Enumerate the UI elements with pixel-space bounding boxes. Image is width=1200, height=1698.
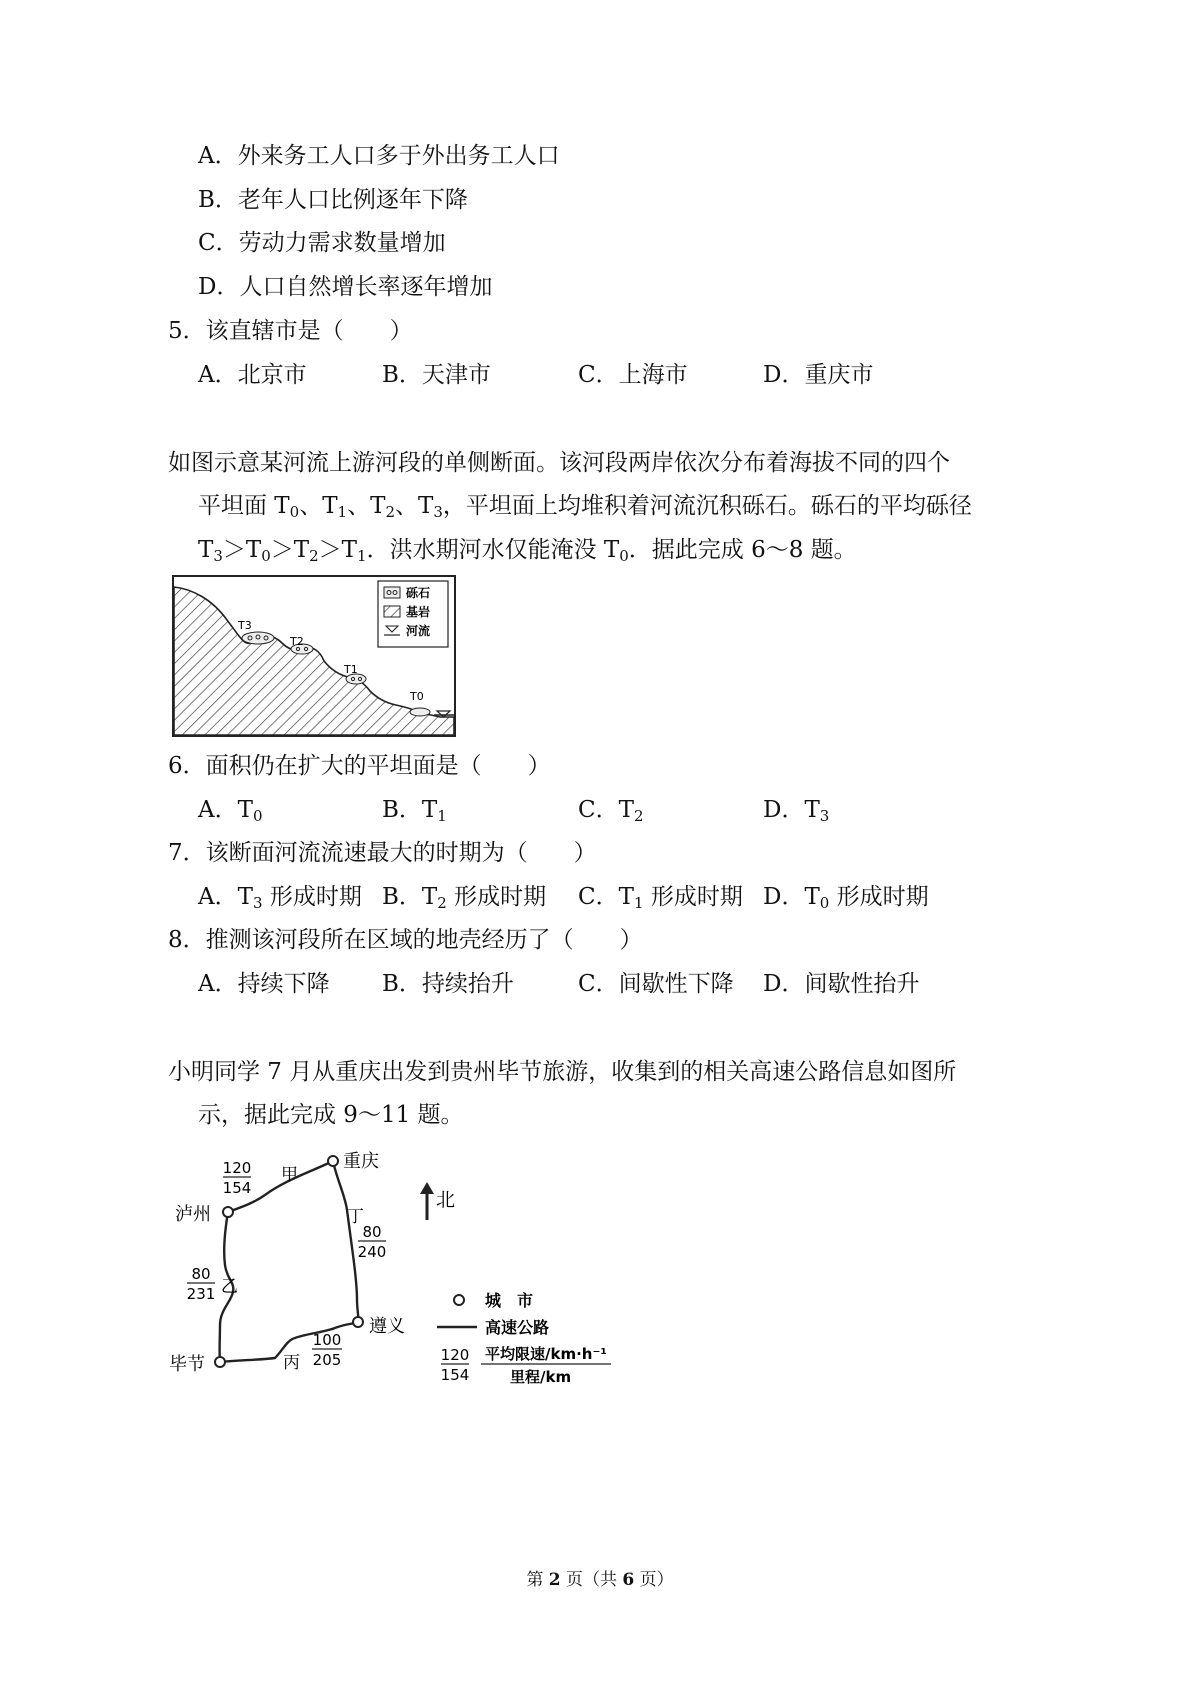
city-bijie-label: 毕节: [169, 1354, 205, 1375]
road-jia-name: 甲: [281, 1165, 298, 1185]
label-t1: T1: [344, 663, 358, 676]
road-bing-km: 205: [312, 1351, 342, 1369]
legend-city-label: 城 市: [485, 1291, 534, 1310]
q7-stem: 7．该断面河流流速最大的时期为（ ）: [168, 840, 597, 866]
q4-option-d: D．人口自然增长率逐年增加: [198, 274, 493, 300]
north-arrow-icon: [420, 1182, 434, 1220]
label-t0: T0: [410, 690, 424, 703]
road-jia-km: 154: [222, 1179, 252, 1197]
city-luzhou-label: 泸州: [175, 1204, 211, 1225]
road-ding-km: 240: [357, 1243, 387, 1261]
road-jia-speed: 120: [222, 1159, 252, 1177]
passage3-line1: 小明同学 7 月从重庆出发到贵州毕节旅游，收集到的相关高速公路信息如图所: [168, 1059, 957, 1085]
q6-stem: 6．面积仍在扩大的平坦面是（ ）: [168, 753, 551, 779]
legend-highway-label: 高速公路: [485, 1318, 550, 1337]
q8-stem: 8．推测该河段所在区域的地壳经历了（ ）: [168, 927, 643, 953]
road-ding-name: 丁: [347, 1207, 364, 1227]
road-bing-name: 丙: [283, 1353, 300, 1373]
passage2-line3: $T_3>T_0>T_2>T_1$．洪水期河水仅能淹没 $T_0$．据此完成 6～8 题。: [198, 537, 857, 565]
q7-option-c: C．$T_1$ 形成时期: [578, 884, 743, 912]
q6-option-b: B．$T_1$: [382, 797, 447, 825]
gravel-t3: [242, 632, 274, 644]
q7-option-d: D．$T_0$ 形成时期: [763, 884, 929, 912]
city-chongqing-label: 重庆: [343, 1151, 379, 1172]
passage2-line1: 如图示意某河流上游河段的单侧断面。该河段两岸依次分布着海拔不同的四个: [168, 450, 950, 476]
legend-bedrock-swatch: [384, 606, 400, 617]
q4-option-a: A．外来务工人口多于外出务工人口: [198, 143, 560, 169]
city-bijie-marker: [215, 1357, 225, 1367]
legend-river-label: 河流: [406, 624, 431, 638]
north-label: 北: [436, 1189, 456, 1211]
q6-option-d: D．$T_3$: [763, 797, 830, 825]
gravel-t0: [410, 708, 430, 716]
highway-map-figure: [165, 1140, 625, 1390]
q5-option-d: D．重庆市: [763, 362, 874, 388]
q5-option-a: A．北京市: [198, 362, 307, 388]
road-yi-name: 乙: [221, 1277, 238, 1297]
q5-stem: 5．该直辖市是（ ）: [168, 318, 413, 344]
city-zunyi-marker: [353, 1317, 363, 1327]
road-ding: [333, 1161, 358, 1322]
road-ding-speed: 80: [362, 1223, 382, 1241]
passage2-line2: 平坦面 $T_0$、$T_1$、$T_2$、$T_3$，平坦面上均堆积着河流沉积砾石。砾石的平均砾径: [198, 493, 972, 521]
road-bing-speed: 100: [312, 1331, 342, 1349]
legend-km-sample: 154: [440, 1366, 470, 1384]
q8-option-d: D．间歇性抬升: [763, 971, 920, 997]
river-section-figure: [172, 575, 456, 737]
label-t2: T2: [290, 635, 304, 648]
q6-option-a: A．$T_0$: [198, 797, 263, 825]
q8-option-c: C．间歇性下降: [578, 971, 734, 997]
passage3-line2: 示，据此完成 9～11 题。: [198, 1102, 464, 1128]
city-zunyi-label: 遵义: [369, 1316, 405, 1337]
page-footer: 第 2 页（共 6 页）: [526, 1570, 674, 1590]
q7-option-b: B．$T_2$ 形成时期: [382, 884, 547, 912]
q5-option-b: B．天津市: [382, 362, 491, 388]
q4-option-c: C．劳动力需求数量增加: [198, 230, 446, 256]
q4-option-b: B．老年人口比例逐年下降: [198, 187, 468, 213]
legend-gravel-swatch: [384, 587, 400, 598]
label-t3: T3: [238, 619, 252, 632]
city-luzhou-marker: [223, 1207, 233, 1217]
legend-speed-label: 平均限速/km·h⁻¹: [485, 1345, 607, 1363]
road-yi-speed: 80: [191, 1265, 211, 1283]
q6-option-c: C．$T_2$: [578, 797, 644, 825]
q8-option-a: A．持续下降: [198, 971, 330, 997]
legend-bedrock-label: 基岩: [406, 605, 431, 619]
q5-option-c: C．上海市: [578, 362, 688, 388]
q8-option-b: B．持续抬升: [382, 971, 514, 997]
road-yi-km: 231: [186, 1285, 216, 1303]
legend-city-marker: [454, 1295, 464, 1305]
q7-option-a: A．$T_3$ 形成时期: [198, 884, 362, 912]
city-chongqing-marker: [328, 1156, 338, 1166]
legend-speed-sample: 120: [440, 1346, 470, 1364]
legend-gravel-label: 砾石: [406, 586, 431, 600]
legend-km-label: 里程/km: [510, 1368, 572, 1386]
